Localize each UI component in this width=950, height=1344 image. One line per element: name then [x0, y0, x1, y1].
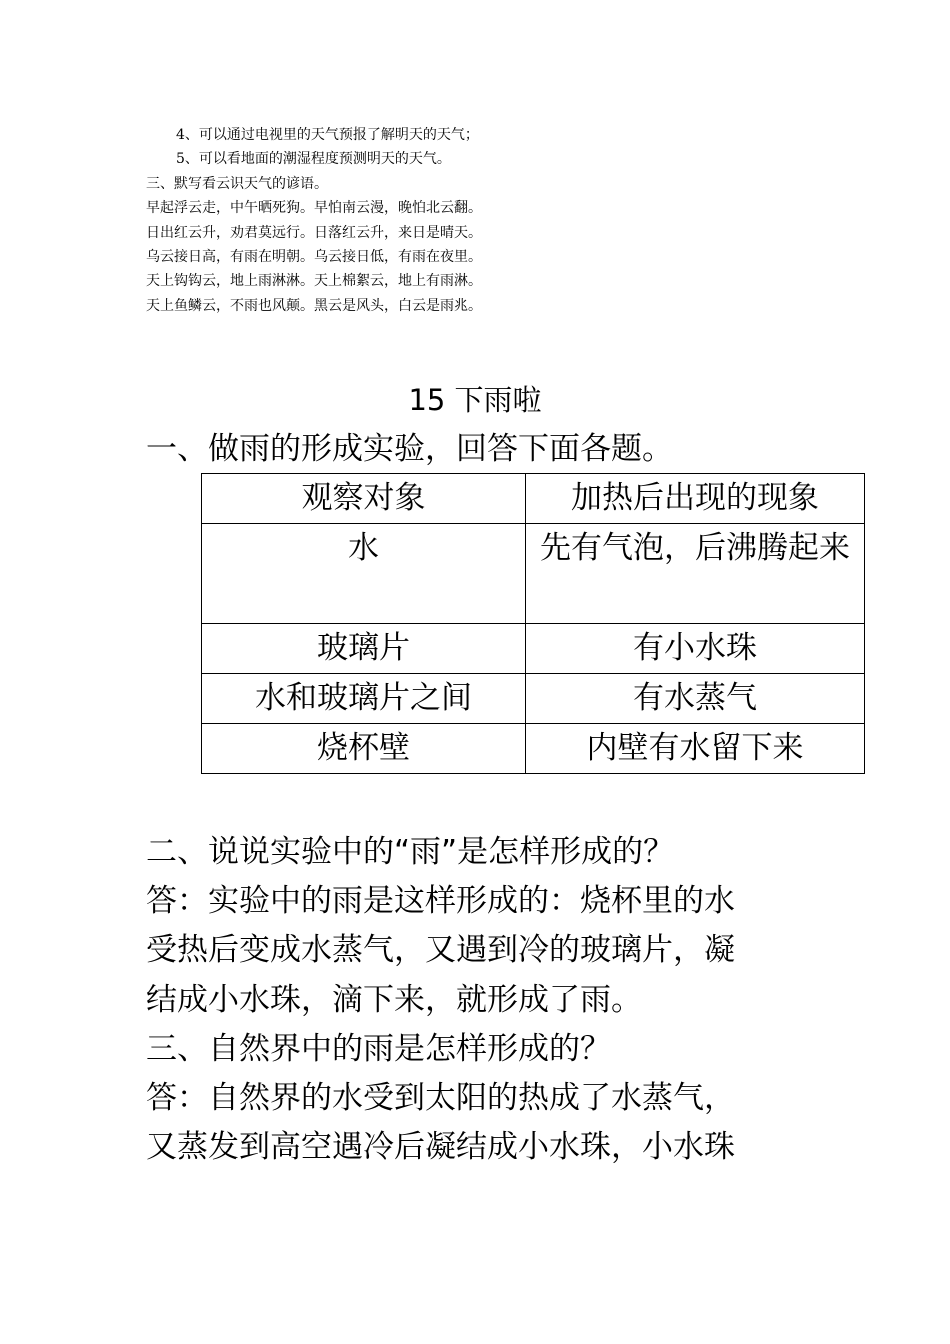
- table-header-cell: 加热后出现的现象: [526, 474, 865, 524]
- lesson-title: 15 下雨啦: [408, 383, 542, 417]
- table-cell: 水和玻璃片之间: [202, 674, 526, 724]
- answer-line: 答：实验中的雨是这样形成的：烧杯里的水: [146, 883, 735, 920]
- proverb-line: 日出红云升，劝君莫远行。日落红云升，来日是晴天。: [146, 224, 482, 241]
- table-header-row: [202, 474, 865, 524]
- list-item: 4、可以通过电视里的天气预报了解明天的天气；: [176, 127, 479, 143]
- proverb-line: 天上鱼鳞云，不雨也风颠。黑云是风头，白云是雨兆。: [146, 297, 482, 314]
- table-row: [202, 674, 865, 724]
- proverb-line: 乌云接日高，有雨在明朝。乌云接日低，有雨在夜里。: [146, 249, 482, 266]
- table-cell: 水: [202, 524, 526, 624]
- table-cell: 玻璃片: [202, 624, 526, 674]
- proverb-line: 早起浮云走，中午晒死狗。早怕南云漫，晚怕北云翻。: [146, 200, 482, 217]
- answer-line: 结成小水珠，滴下来，就形成了雨。: [146, 981, 642, 1018]
- table-cell: 有小水珠: [526, 624, 865, 674]
- list-item: 5、可以看地面的潮湿程度预测明天的天气。: [176, 151, 451, 168]
- question-heading: 一、做雨的形成实验，回答下面各题。: [146, 431, 673, 467]
- table-header-cell: 观察对象: [202, 474, 526, 524]
- table-cell: 有水蒸气: [526, 674, 865, 724]
- answer-line: 受热后变成水蒸气，又遇到冷的玻璃片，凝: [146, 932, 735, 969]
- question-heading: 二、说说实验中的“雨”是怎样形成的？: [146, 834, 675, 870]
- experiment-table: [201, 473, 865, 774]
- table-row: [202, 524, 865, 624]
- table-cell: 内壁有水留下来: [526, 724, 865, 774]
- answer-section: [146, 828, 735, 1172]
- proverb-line: 天上钩钩云，地上雨淋淋。天上棉絮云，地上有雨淋。: [146, 273, 482, 290]
- answer-line: 答：自然界的水受到太阳的热成了水蒸气，: [146, 1080, 735, 1117]
- table-cell: 烧杯壁: [202, 724, 526, 774]
- answer-line: 又蒸发到高空遇冷后凝结成小水珠，小水珠: [146, 1129, 735, 1166]
- top-section: [146, 123, 482, 318]
- section-heading: 三、默写看云识天气的谚语。: [146, 175, 328, 192]
- question-heading: 三、自然界中的雨是怎样形成的？: [146, 1030, 611, 1067]
- table-row: [202, 624, 865, 674]
- table-row: [202, 724, 865, 774]
- table-cell: 先有气泡，后沸腾起来: [526, 524, 865, 624]
